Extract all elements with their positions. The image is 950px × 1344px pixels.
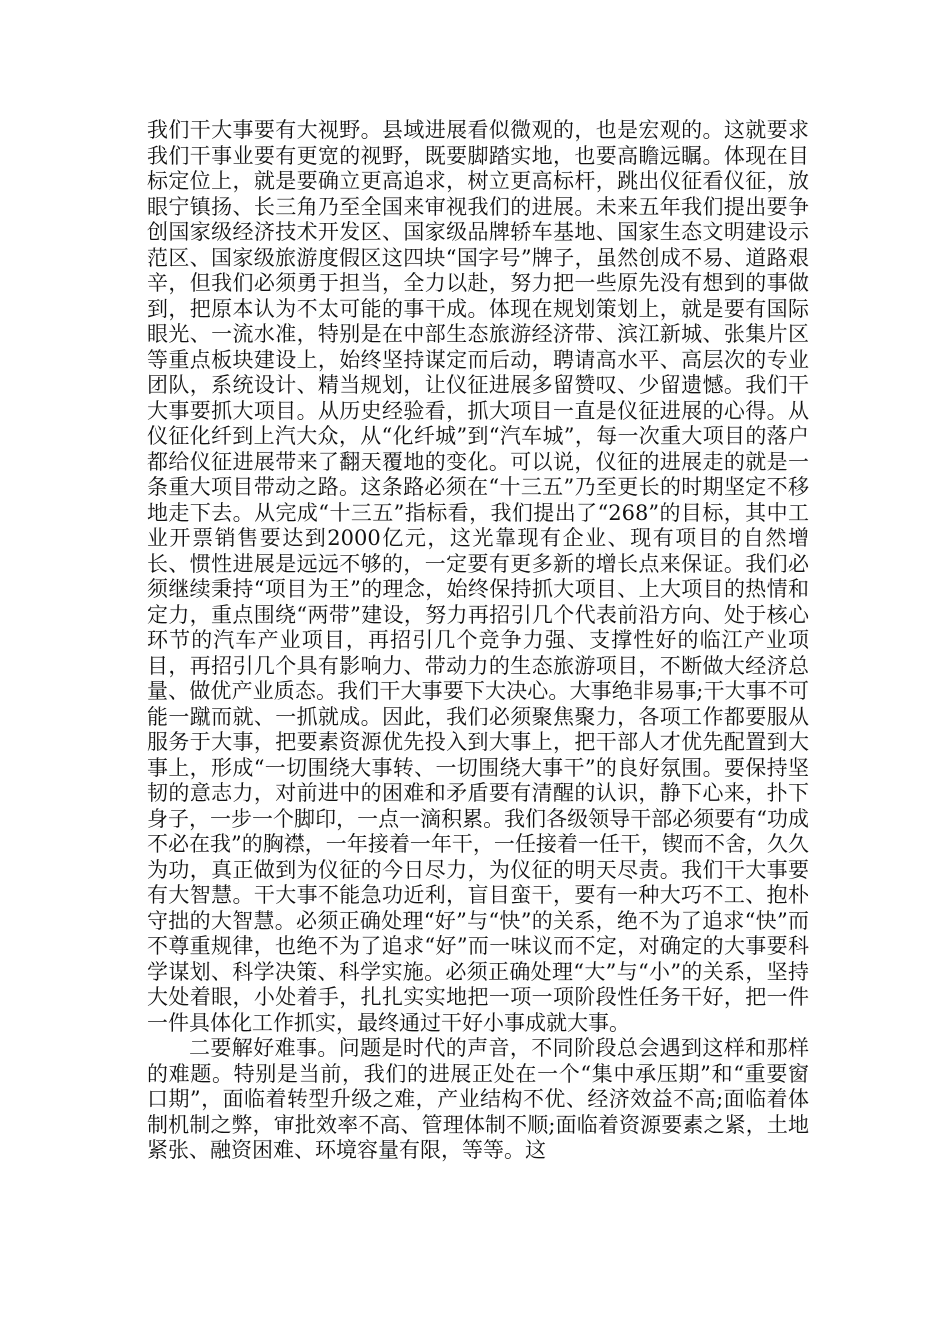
paragraph-solve-hard-things: 二要解好难事。问题是时代的声音，不同阶段总会遇到这样和那样的难题。特别是当前，我们的进展正处在一个“集中承压期”和“重要窗口期”，面临着转型升级之难，产业结构不优、经济效益不高;面临着体制机制之弊，审批效率不高、管理体制不顺;面临着资源要素之紧，土地紧张、融资困难、环境容量有限，等等。这 (147, 1036, 809, 1162)
body-text (147, 118, 809, 1164)
paragraph-big-vision: 我们干大事要有大视野。县域进展看似微观的，也是宏观的。这就要求我们干事业要有更宽的视野，既要脚踏实地，也要高瞻远瞩。体现在目标定位上，就是要确立更高追求，树立更高标杆，跳出仪征看仪征，放眼宁镇扬、长三角乃至全国来审视我们的进展。未来五年我们提出要争创国家级经济技术开发区、国家级品牌轿车基地、国家生态文明建设示范区、国家级旅游度假区这四块“国字号”牌子，虽然创成不易、道路艰辛，但我们必须勇于担当，全力以赴，努力把一些原先没有想到的事做到，把原本认为不太可能的事干成。体现在规划策划上，就是要有国际眼光、一流水准，特别是在中部生态旅游经济带、滨江新城、张集片区等重点板块建设上，始终坚持谋定而后动，聘请高水平、高层次的专业团队，系统设计、精当规划，让仪征进展多留赞叹、少留遗憾。我们干大事要抓大项目。从历史经验看，抓大项目一直是仪征进展的心得。从仪征化纤到上汽大众，从“化纤城”到“汽车城”，每一次重大项目的落户都给仪征进展带来了翻天覆地的变化。可以说，仪征的进展走的就是一条重大项目带动之路。这条路必须在“十三五”乃至更长的时期坚定不移地走下去。从完成“十三五”指标看，我们提出了“268”的目标，其中工业开票销售要达到2000亿元，这光靠现有企业、现有项目的自然增长、惯性进展是远远不够的，一定要有更多新的增长点来保证。我们必须继续秉持“项目为王”的理念，始终保持抓大项目、上大项目的热情和定力，重点围绕“两带”建设，努力再招引几个代表前沿方向、处于核心环节的汽车产业项目，再招引几个竞争力强、支撑性好的临江产业项目，再招引几个具有影响力、带动力的生态旅游项目，不断做大经济总量、做优产业质态。我们干大事要下大决心。大事绝非易事;干大事不可能一蹴而就、一抓就成。因此，我们必须聚焦聚力，各项工作都要服从服务于大事，把要素资源优先投入到大事上，把干部人才优先配置到大事上，形成“一切围绕大事转、一切围绕大事干”的良好氛围。要保持坚韧的意志力，对前进中的困难和矛盾要有清醒的认识，静下心来，扑下身子，一步一个脚印，一点一滴积累。我们各级领导干部必须要有“功成不必在我”的胸襟，一年接着一年干，一任接着一任干，锲而不舍，久久为功，真正做到为仪征的今日尽力，为仪征的明天尽责。我们干大事要有大智慧。干大事不能急功近利，盲目蛮干，要有一种大巧不工、抱朴守拙的大智慧。必须正确处理“好”与“快”的关系，绝不为了追求“快”而不尊重规律，也绝不为了追求“好”而一味议而不定，对确定的大事要科学谋划、科学决策、科学实施。必须正确处理“大”与“小”的关系，坚持大处着眼，小处着手，扎扎实实地把一项一项阶段性任务干好，把一件一件具体化工作抓实，最终通过干好小事成就大事。 (147, 118, 809, 1035)
